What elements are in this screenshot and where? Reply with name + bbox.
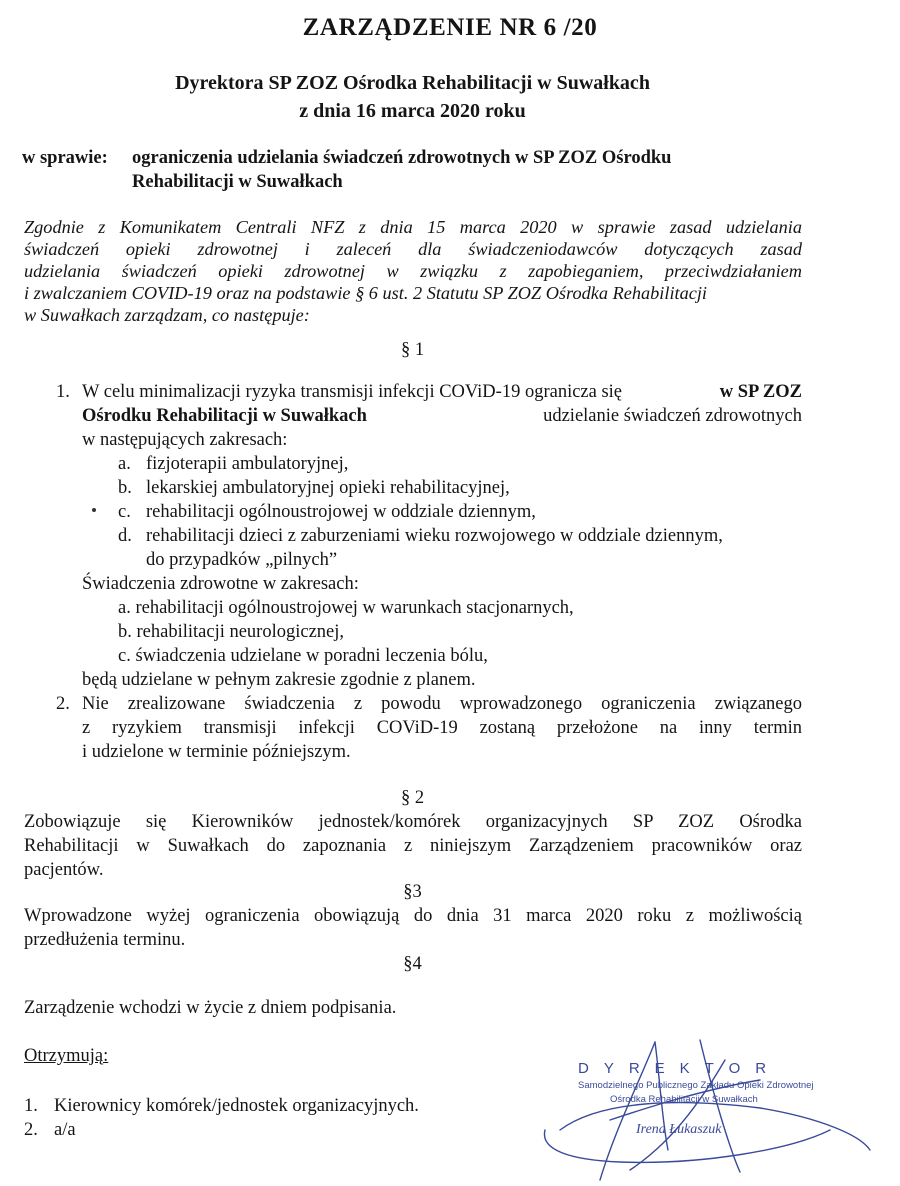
recipient-item: a/a bbox=[54, 1120, 76, 1140]
service-item: a. rehabilitacji ogólnoustrojowej w warunkach stacjonarnych, bbox=[118, 598, 574, 618]
preamble-line: świadczeń opieki zdrowotnej i zaleceń dla świadczeniodawców dotyczących zasad bbox=[24, 239, 802, 259]
recipient-item: Kierownicy komórek/jednostek organizacyjnych. bbox=[54, 1096, 419, 1116]
recipient-number: 2. bbox=[24, 1120, 38, 1140]
list-item: rehabilitacji dzieci z zaburzeniami wieku rozwojowego w oddziale dziennym, bbox=[146, 526, 723, 546]
p2-line: i udzielone w terminie późniejszym. bbox=[82, 742, 351, 762]
issuer-line: Dyrektora SP ZOZ Ośrodka Rehabilitacji w Suwałkach bbox=[175, 72, 650, 94]
section-4-text: Zarządzenie wchodzi w życie z dniem podpisania. bbox=[24, 998, 397, 1018]
recipient-number: 1. bbox=[24, 1096, 38, 1116]
p2-line: z ryzykiem transmisji infekcji COViD-19 zostaną przełożone na inny termin bbox=[82, 718, 802, 738]
section-2-heading: § 2 bbox=[400, 788, 425, 808]
p1-line-2-text: udzielanie świadczeń zdrowotnych bbox=[543, 406, 802, 426]
list-item: lekarskiej ambulatoryjnej opieki rehabilitacyjnej, bbox=[146, 478, 510, 498]
recipients-heading: Otrzymują: bbox=[24, 1046, 109, 1066]
section-2-line: Rehabilitacji w Suwałkach do zapoznania z niniejszym Zarządzeniem pracowników oraz bbox=[24, 836, 802, 856]
list-letter: c. bbox=[118, 502, 131, 522]
preamble-line: w Suwałkach zarządzam, co następuje: bbox=[24, 305, 310, 325]
list-letter: d. bbox=[118, 526, 132, 546]
p1-line-3: w następujących zakresach: bbox=[82, 430, 288, 450]
section-3-line: przedłużenia terminu. bbox=[24, 930, 186, 950]
item-number: 1. bbox=[56, 382, 70, 402]
service-item: c. świadczenia udzielane w poradni leczenia bólu, bbox=[118, 646, 488, 666]
list-letter: b. bbox=[118, 478, 132, 498]
list-item-continuation: do przypadków „pilnych” bbox=[146, 550, 338, 570]
stamp-line-1: Samodzielnego Publicznego Zakładu Opieki Zdrowotnej bbox=[578, 1080, 814, 1091]
preamble-line: udzielania świadczeń opieki zdrowotnej w związku z zapobieganiem, przeciwdziałaniem bbox=[24, 261, 802, 281]
section-2-line: Zobowiązuje się Kierowników jednostek/komórek organizacyjnych SP ZOZ Ośrodka bbox=[24, 812, 802, 832]
services-outro: będą udzielane w pełnym zakresie zgodnie z planem. bbox=[82, 670, 476, 690]
p1-line-1-text: W celu minimalizacji ryzyka transmisji infekcji COViD-19 ogranicza się bbox=[82, 382, 623, 402]
subject-line-2: Rehabilitacji w Suwałkach bbox=[132, 172, 343, 192]
services-intro: Świadczenia zdrowotne w zakresach: bbox=[82, 574, 359, 594]
stamp-name: Irena Łukaszuk bbox=[636, 1122, 722, 1137]
subject-line-1: ograniczenia udzielania świadczeń zdrowotnych w SP ZOZ Ośrodku bbox=[132, 148, 672, 168]
section-3-heading: §3 bbox=[403, 882, 422, 902]
subject-label: w sprawie: bbox=[22, 148, 108, 168]
section-2-line: pacjentów. bbox=[24, 860, 104, 880]
document-title: ZARZĄDZENIE NR 6 /20 bbox=[302, 14, 598, 41]
stamp-line-2: Ośrodka Rehabilitacji w Suwałkach bbox=[610, 1094, 758, 1105]
list-letter: a. bbox=[118, 454, 131, 474]
section-4-heading: §4 bbox=[403, 954, 422, 974]
stamp-title: DYREKTOR bbox=[578, 1060, 782, 1077]
section-1-heading: § 1 bbox=[400, 340, 425, 360]
p1-line-1-bold: w SP ZOZ bbox=[719, 382, 802, 402]
p2-line: Nie zrealizowane świadczenia z powodu wprowadzonego ograniczenia związanego bbox=[82, 694, 802, 714]
list-item: rehabilitacji ogólnoustrojowej w oddziale dziennym, bbox=[146, 502, 536, 522]
item-number: 2. bbox=[56, 694, 70, 714]
date-line: z dnia 16 marca 2020 roku bbox=[299, 100, 526, 122]
preamble-line: i zwalczaniem COVID-19 oraz na podstawie § 6 ust. 2 Statutu SP ZOZ Ośrodka Rehabilitacji bbox=[24, 283, 708, 303]
section-3-line: Wprowadzone wyżej ograniczenia obowiązują do dnia 31 marca 2020 roku z możliwością bbox=[24, 906, 802, 926]
service-item: b. rehabilitacji neurologicznej, bbox=[118, 622, 345, 642]
preamble-line: Zgodnie z Komunikatem Centrali NFZ z dnia 15 marca 2020 w sprawie zasad udzielania bbox=[24, 217, 802, 237]
p1-line-2-bold: Ośrodku Rehabilitacji w Suwałkach bbox=[82, 406, 367, 426]
list-item: fizjoterapii ambulatoryjnej, bbox=[146, 454, 349, 474]
